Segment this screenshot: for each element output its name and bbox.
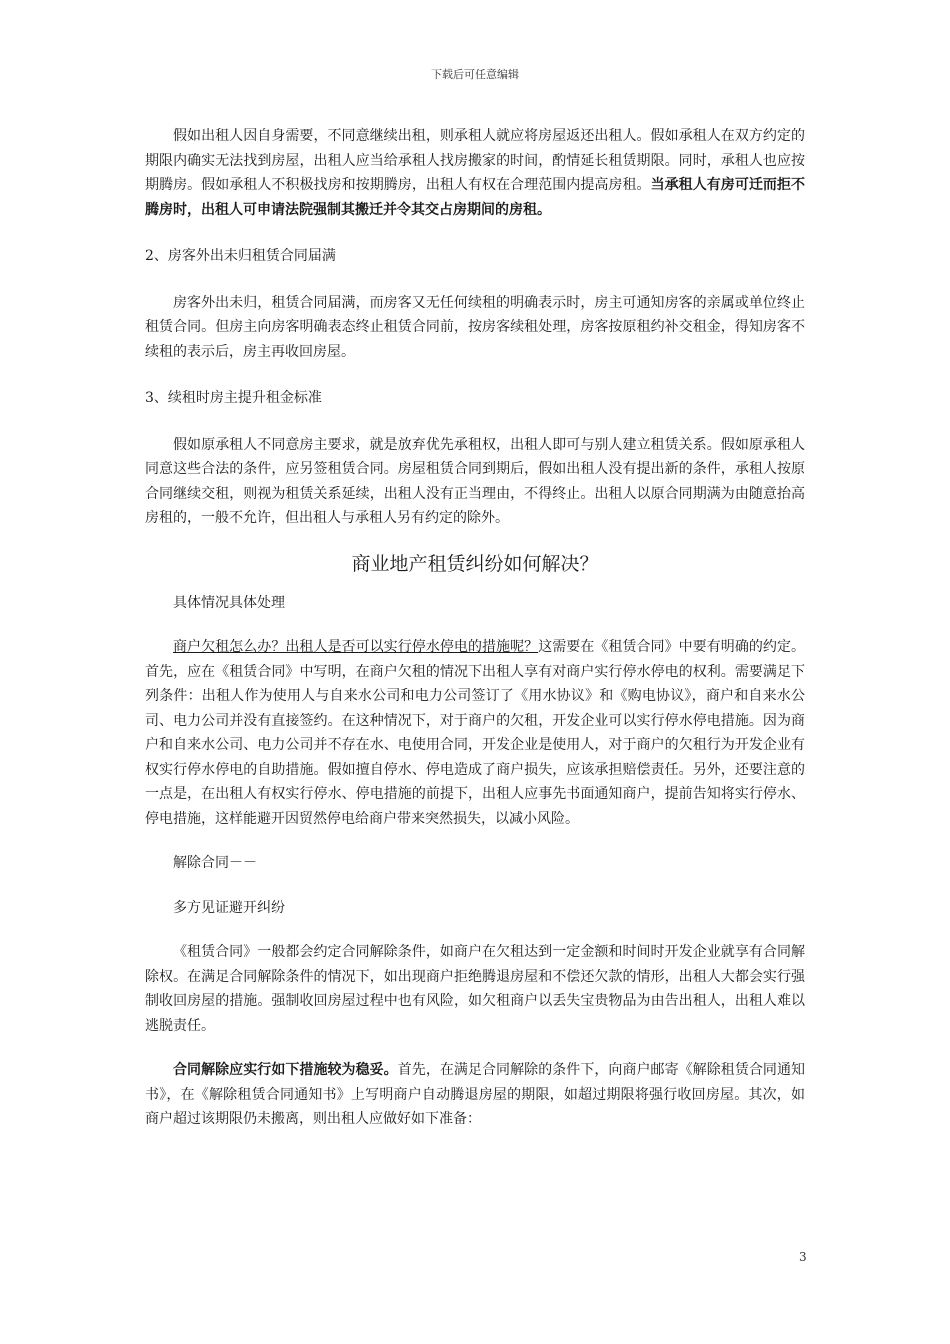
paragraph-termination-measures (145, 1058, 805, 1132)
paragraph-termination-conditions: 《租赁合同》一般都会约定合同解除条件，如商户在欠租达到一定金额和时间时开发企业就享有合同解除权。在满足合同解除条件的情况下，如出现商户拒绝腾退房屋和不偿还欠款的情形，出租人大都会实行强制收回房屋的措施。强制收回房屋过程中也有风险，如欠租商户以丢失宝贵物品为由告出租人，出租人难以逃脱责任。 (145, 944, 805, 1034)
paragraph-utility-cutoff (145, 635, 805, 831)
paragraph-text: 假如出租人因自身需要，不同意继续出租，则承租人就应将房屋返还出租人。假如承租人在双方约定的期限内确实无法找到房屋，出租人应当给承租人找房搬家的时间，酌情延长租赁期限。同时，承租人也应按期腾房。假如承租人不积极找房和按期腾房，出租人有权在合理范围内提高房租。 (145, 128, 805, 193)
underlined-question: 商户欠租怎么办？出租人是否可以实行停水停电的措施呢？ (173, 639, 539, 655)
bold-emphasis: 当承租人有房可迁而拒不腾房时，出租人可申请法院强制其搬迁并令其交占房期间的房租。 (145, 177, 806, 218)
paragraph-tenant-absent: 房客外出未归，租赁合同届满，而房客又无任何续租的明确表示时，房主可通知房客的亲属或单位终止租赁合同。但房主向房客明确表态终止租赁合同前，按房客续租处理，房客按原租约补交租金，得知房客不续租的表示后，房主再收回房屋。 (145, 294, 805, 360)
subheading-witness: 多方见证避开纠纷 (173, 899, 285, 916)
paragraph-text: 首先，在满足合同解除的条件下，向商户邮寄《解除租赁合同通知书》，在《解除租赁合同通知书》上写明商户自动腾退房屋的期限，如超过期限将强行收回房屋。其次，如商户超过该期限仍未搬离，则出租人应做好如下准备： (145, 1062, 806, 1127)
subheading-terminate-contract: 解除合同－－ (173, 855, 257, 871)
document-body (145, 124, 805, 1132)
paragraph-text: 这需要在《租赁合同》中要有明确的约定。首先，应在《租赁合同》中写明，在商户欠租的情况下出租人享有对商户实行停水停电的权利。需要满足下列条件：出租人作为使用人与自来水公司和电力公司签订了《用水协议》和《购电协议》，商户和自来水公司、电力公司并没有直接签约。在这种情况下，对于商户的欠租，开发企业可以实行停水停电措施。因为商户和自来水公司、电力公司并不存在水、电使用合同，开发企业是使用人，对于商户的欠租行为开发企业有权实行停水停电的自助措施。假如擅自停水、停电造成了商户损失，应该承担赔偿责任。另外，还要注意的一点是，在出租人有权实行停水、停电措施的前提下，出租人应事先书面通知商户，提前告知将实行停水、停电措施，这样能避开因贸然停电给商户带来突然损失，以减小风险。 (145, 639, 806, 827)
paragraph-tenant-return (145, 124, 805, 222)
page-header: 下载后可任意编辑 (431, 68, 519, 81)
section-title: 商业地产租赁纠纷如何解决？ (351, 552, 599, 575)
heading-rent-increase: 3、续租时房主提升租金标准 (145, 390, 322, 406)
heading-tenant-absent: 2、房客外出未归租赁合同届满 (145, 248, 336, 264)
bold-emphasis: 合同解除应实行如下措施较为稳妥。 (173, 1062, 398, 1078)
page-number: 3 (799, 1250, 807, 1264)
paragraph-rent-increase: 假如原承租人不同意房主要求，就是放弃优先承租权，出租人即可与别人建立租赁关系。假如原承租人同意这些合法的条件，应另签租赁合同。房屋租赁合同到期后，假如出租人没有提出新的条件，承租人按原合同继续交租，则视为租赁关系延续，出租人没有正当理由，不得终止。出租人以原合同期满为由随意抬高房租的，一般不允许，但出租人与承租人另有约定的除外。 (145, 436, 805, 526)
subheading-case-by-case: 具体情况具体处理 (173, 594, 285, 611)
